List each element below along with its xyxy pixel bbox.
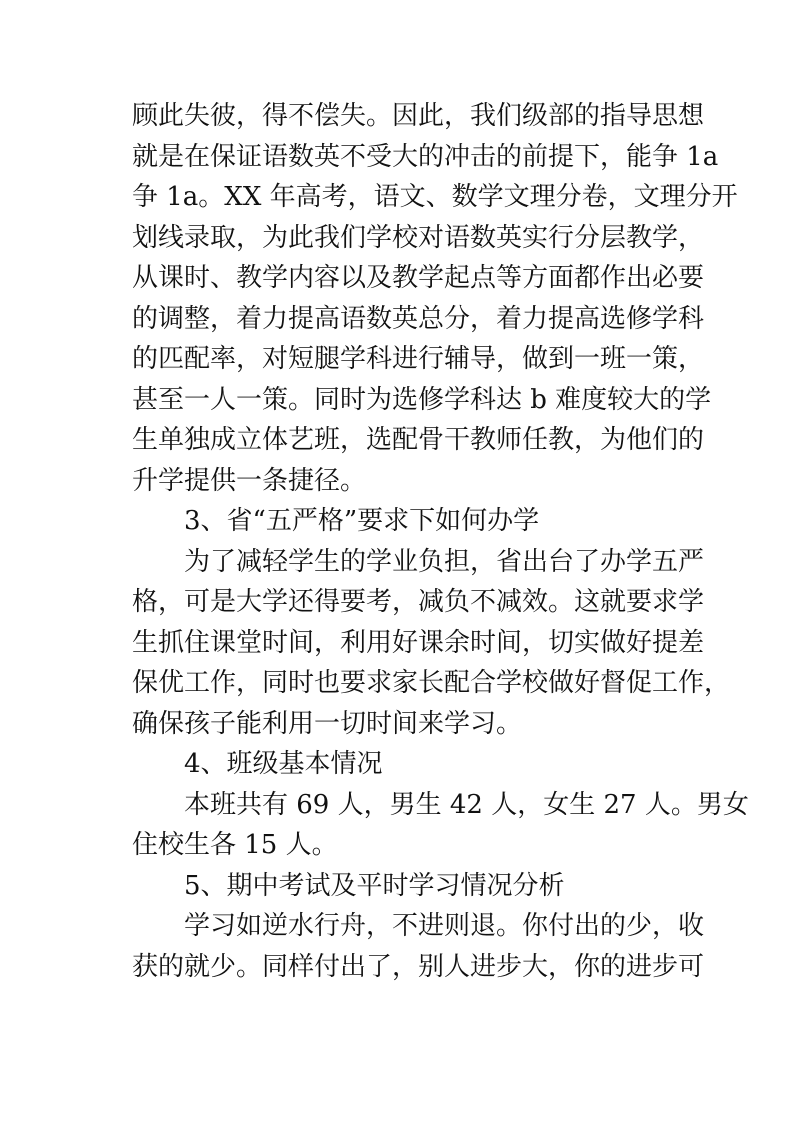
text-line: 的调整，着力提高语数英总分，着力提高选修学科: [132, 303, 705, 334]
text-line: 保优工作，同时也要求家长配合学校做好督促工作，: [132, 668, 731, 698]
text-line: 升学提供一条捷径。: [132, 465, 367, 496]
text-line: 本班共有 69 人，男生 42 人，女生 27 人。男女: [184, 789, 749, 820]
text-line: 4、班级基本情况: [184, 749, 383, 779]
text-line: 格，可是大学还得要考，减负不减效。这就要求学: [132, 587, 705, 617]
text-line: 3、省“五严格”要求下如何办学: [184, 506, 540, 536]
text-line: 学习如逆水行舟，不进则退。你付出的少，收: [184, 911, 705, 941]
text-line: 获的就少。同样付出了，别人进步大，你的进步可: [132, 951, 705, 982]
text-line: 5、期中考试及平时学习情况分析: [184, 870, 565, 901]
text-line: 住校生各 15 人。: [132, 830, 338, 860]
text-line: 确保孩子能利用一切时间来学习。: [132, 708, 523, 739]
text-line: 生抓住课堂时间，利用好课余时间，切实做好提差: [132, 627, 705, 658]
text-line: 争 1a。XX 年高考，语文、数学文理分卷，文理分开: [132, 182, 738, 212]
text-line: 生单独成立体艺班，选配骨干教师任教，为他们的: [132, 425, 705, 455]
document-body: [132, 96, 749, 987]
text-line: 顾此失彼，得不偿失。因此，我们级部的指导思想: [132, 101, 705, 131]
text-line: 就是在保证语数英不受大的冲击的前提下，能争 1a: [132, 141, 719, 172]
text-line: 为了减轻学生的学业负担，省出台了办学五严: [184, 546, 705, 577]
text-line: 划线录取，为此我们学校对语数英实行分层教学，: [132, 222, 705, 253]
text-line: 的匹配率，对短腿学科进行辅导，做到一班一策，: [132, 344, 705, 374]
text-line: 甚至一人一策。同时为选修学科达 b 难度较大的学: [132, 384, 712, 415]
text-line: 从课时、教学内容以及教学起点等方面都作出必要: [132, 263, 705, 293]
